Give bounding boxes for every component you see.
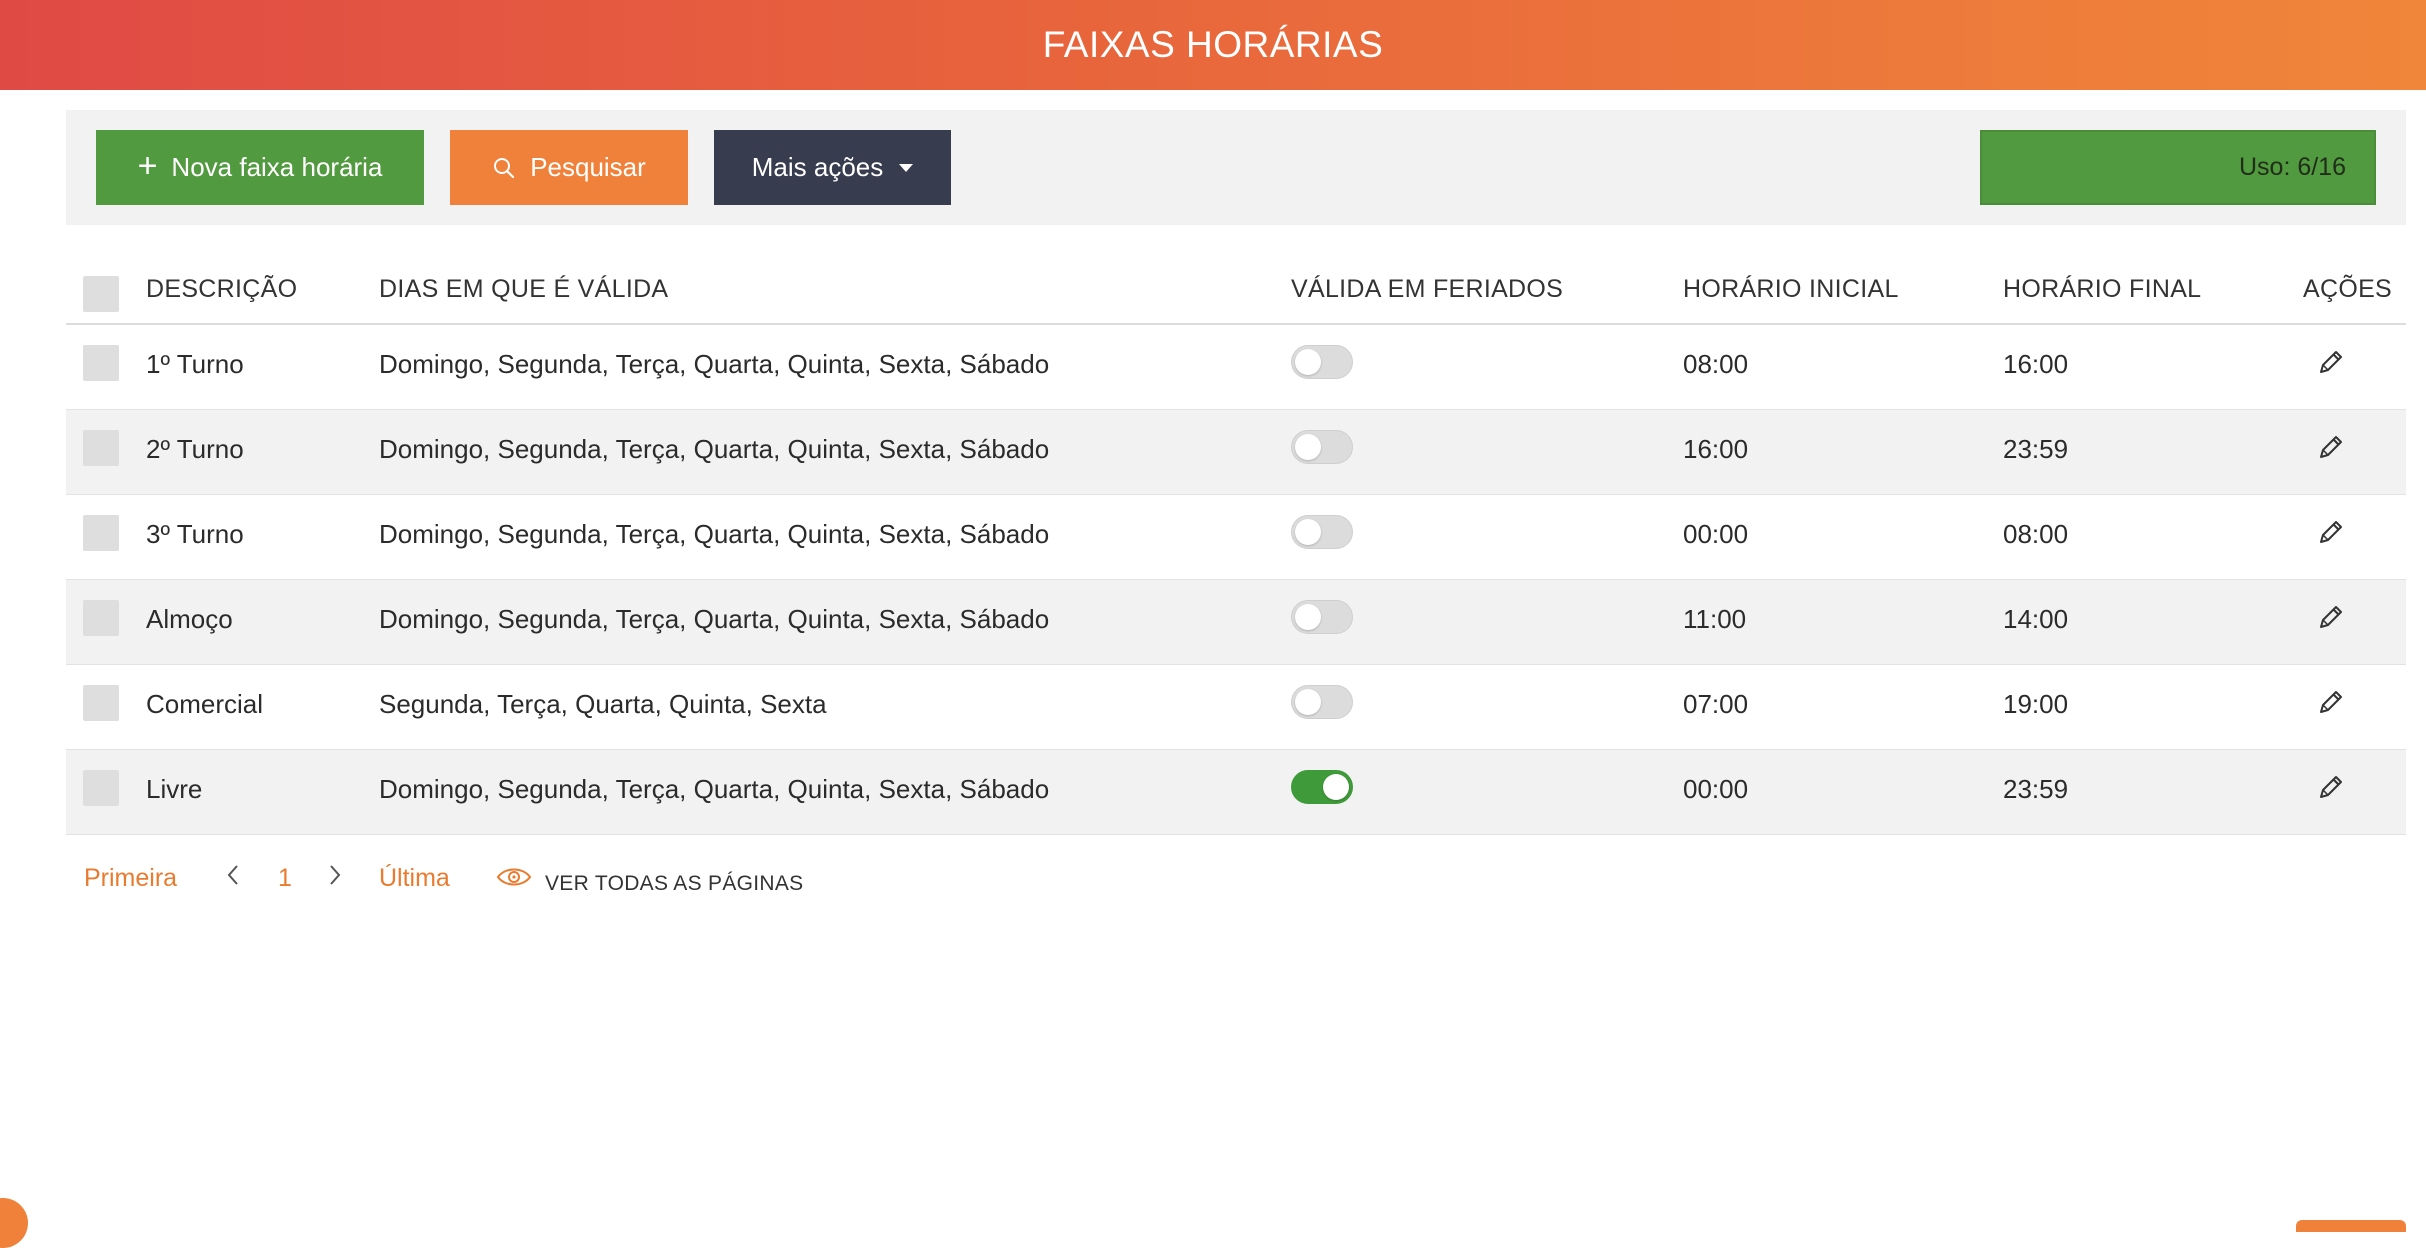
time-ranges-table: [66, 253, 2406, 835]
row-days: Domingo, Segunda, Terça, Quarta, Quinta, Sexta, Sábado: [379, 519, 1050, 549]
pagination: [84, 862, 884, 902]
holiday-toggle[interactable]: [1291, 515, 1353, 549]
row-description: Livre: [146, 774, 203, 804]
row-end-time: 16:00: [2003, 349, 2069, 379]
row-checkbox[interactable]: [83, 600, 119, 636]
column-header-description[interactable]: DESCRIÇÃO: [146, 275, 298, 303]
row-start-time: 16:00: [1683, 434, 1749, 464]
holiday-toggle[interactable]: [1291, 685, 1353, 719]
row-checkbox[interactable]: [83, 515, 119, 551]
caret-down-icon: [899, 164, 913, 172]
usage-label: Uso: 6/16: [2238, 153, 2346, 181]
new-time-range-button[interactable]: [96, 130, 424, 205]
row-checkbox[interactable]: [83, 685, 119, 721]
row-description: 2º Turno: [146, 434, 244, 464]
table-row: [66, 750, 2406, 835]
column-header-end-time[interactable]: HORÁRIO FINAL: [2003, 275, 2202, 303]
table-row: [66, 410, 2406, 495]
row-end-time: 23:59: [2003, 434, 2069, 464]
toggle-knob: [1295, 519, 1321, 545]
row-start-time: 11:00: [1683, 604, 1747, 634]
more-actions-label: Mais ações: [751, 152, 884, 182]
row-days: Segunda, Terça, Quarta, Quinta, Sexta: [379, 689, 827, 719]
row-checkbox[interactable]: [83, 430, 119, 466]
edit-pencil-icon[interactable]: [2316, 687, 2352, 723]
holiday-toggle[interactable]: [1291, 345, 1353, 379]
row-description: Comercial: [146, 689, 264, 719]
more-actions-button[interactable]: [714, 130, 951, 205]
row-days: Domingo, Segunda, Terça, Quarta, Quinta, Sexta, Sábado: [379, 774, 1050, 804]
row-checkbox[interactable]: [83, 345, 119, 381]
page-title: FAIXAS HORÁRIAS: [1042, 24, 1384, 65]
edit-pencil-icon[interactable]: [2316, 602, 2352, 638]
eye-icon[interactable]: [496, 864, 532, 897]
plus-icon: +: [137, 146, 158, 185]
row-days: Domingo, Segunda, Terça, Quarta, Quinta, Sexta, Sábado: [379, 604, 1050, 634]
edit-pencil-icon[interactable]: [2316, 347, 2352, 383]
column-header-days[interactable]: DIAS EM QUE É VÁLIDA: [379, 275, 669, 303]
column-header-actions: AÇÕES: [2303, 275, 2393, 303]
edit-pencil-icon[interactable]: [2316, 772, 2352, 808]
page-header: [0, 0, 2426, 90]
last-page-link[interactable]: Última: [379, 864, 450, 892]
table-row: [66, 580, 2406, 665]
row-start-time: 00:00: [1683, 519, 1749, 549]
view-all-pages-link[interactable]: VER TODAS AS PÁGINAS: [545, 872, 804, 895]
toggle-knob: [1295, 689, 1321, 715]
search-icon: [492, 156, 516, 180]
holiday-toggle[interactable]: [1291, 770, 1353, 804]
page-number[interactable]: 1: [278, 864, 292, 892]
help-bubble[interactable]: [0, 1198, 28, 1248]
chevron-left-icon: [224, 860, 242, 890]
row-end-time: 14:00: [2003, 604, 2069, 634]
edit-pencil-icon[interactable]: [2316, 517, 2352, 553]
usage-badge: [1980, 130, 2376, 205]
row-end-time: 23:59: [2003, 774, 2069, 804]
table-row: [66, 665, 2406, 750]
row-start-time: 00:00: [1683, 774, 1749, 804]
new-time-range-label: Nova faixa horária: [171, 152, 383, 182]
row-days: Domingo, Segunda, Terça, Quarta, Quinta, Sexta, Sábado: [379, 349, 1050, 379]
toggle-knob: [1323, 774, 1349, 800]
holiday-toggle[interactable]: [1291, 430, 1353, 464]
chat-tab[interactable]: [2296, 1220, 2406, 1232]
row-description: Almoço: [146, 604, 233, 634]
chevron-right-icon: [326, 860, 344, 890]
table-header: [66, 253, 2406, 325]
row-end-time: 19:00: [2003, 689, 2069, 719]
search-label: Pesquisar: [530, 152, 646, 182]
toggle-knob: [1295, 349, 1321, 375]
holiday-toggle[interactable]: [1291, 600, 1353, 634]
row-start-time: 07:00: [1683, 689, 1749, 719]
toolbar: [66, 110, 2406, 225]
edit-pencil-icon[interactable]: [2316, 432, 2352, 468]
previous-page-button[interactable]: [224, 860, 242, 897]
table-row: [66, 495, 2406, 580]
toggle-knob: [1295, 434, 1321, 460]
row-description: 3º Turno: [146, 519, 244, 549]
toggle-knob: [1295, 604, 1321, 630]
row-days: Domingo, Segunda, Terça, Quarta, Quinta, Sexta, Sábado: [379, 434, 1050, 464]
next-page-button[interactable]: [326, 860, 344, 897]
column-header-holidays[interactable]: VÁLIDA EM FERIADOS: [1291, 275, 1564, 303]
first-page-link[interactable]: Primeira: [84, 864, 178, 892]
select-all-checkbox[interactable]: [83, 276, 119, 312]
row-end-time: 08:00: [2003, 519, 2069, 549]
search-button[interactable]: [450, 130, 688, 205]
table-row: [66, 325, 2406, 410]
row-start-time: 08:00: [1683, 349, 1749, 379]
row-description: 1º Turno: [146, 349, 244, 379]
row-checkbox[interactable]: [83, 770, 119, 806]
column-header-start-time[interactable]: HORÁRIO INICIAL: [1683, 275, 1899, 303]
